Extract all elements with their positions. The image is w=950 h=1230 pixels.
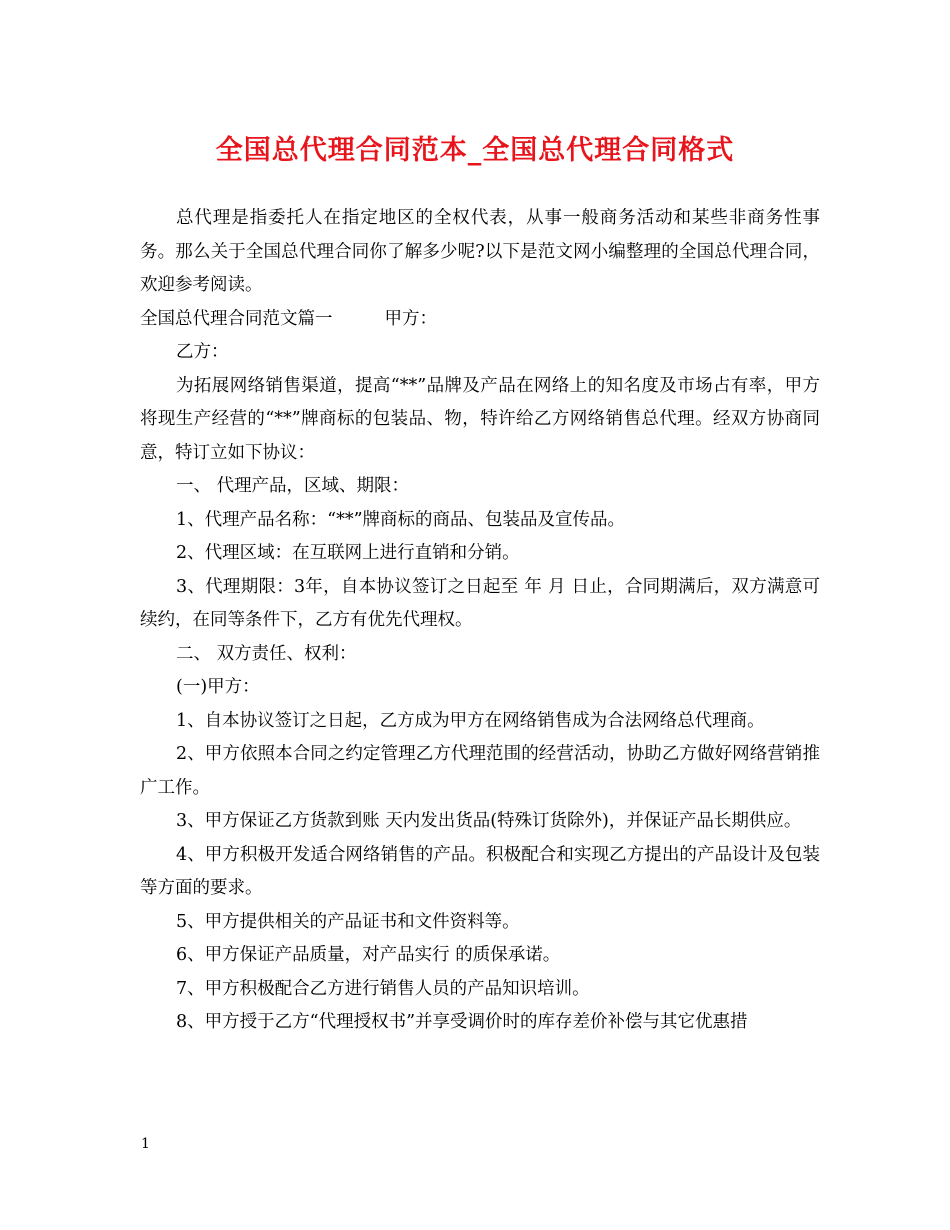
clause-a-7: 7、甲方积极配合乙方进行销售人员的产品知识培训。 (176, 978, 590, 999)
clause-a-2: 2、甲方依照本合同之约定管理乙方代理范围的经营活动，协助乙方做好网络营销推广工作。 (140, 744, 820, 798)
paragraph-purpose: 为拓展网络销售渠道，提高“**”品牌及产品在网络上的知名度及市场占有率，甲方将现生产经营的“**”牌商标的包装品、物，特许给乙方网络销售总代理。经双方协商同意，特订立如下协议： (140, 375, 820, 463)
clause-a-5: 5、甲方提供相关的产品证书和文件资料等。 (176, 911, 520, 932)
party-a-label: 甲方： (384, 308, 437, 329)
clause-a-1: 1、自本协议签订之日起，乙方成为甲方在网络销售成为合法网络总代理商。 (176, 710, 765, 731)
paragraph-party-b: 乙方： (176, 342, 229, 362)
page-number: 1 (141, 1136, 150, 1152)
clause-product-name: 1、代理产品名称：“**”牌商标的商品、包装品及宣传品。 (176, 509, 626, 530)
heading-section-one: 一、 代理产品，区域、期限： (176, 476, 410, 496)
clause-term: 3、代理期限：3年，自本协议签订之日起至 年 月 日止，合同期满后，双方满意可续约，在同等条件下，乙方有优先代理权。 (140, 576, 820, 630)
clause-a-4: 4、甲方积极开发适合网络销售的产品。积极配合和实现乙方提出的产品设计及包装等方面的要求。 (140, 844, 820, 898)
document-title: 全国总代理合同范本_全国总代理合同格式 (215, 135, 735, 166)
clause-a-8: 8、甲方授于乙方“代理授权书”并享受调价时的库存差价补偿与其它优惠措 (176, 1012, 748, 1032)
clause-a-3: 3、甲方保证乙方货款到账 天内发出货品(特殊订货除外)，并保证产品长期供应。 (176, 811, 802, 831)
clause-a-6: 6、甲方保证产品质量，对产品实行 的质保承诺。 (176, 945, 561, 965)
document-body (140, 202, 820, 1040)
section-heading-text: 全国总代理合同范文篇一 (140, 308, 333, 329)
heading-party-a: (一)甲方： (176, 677, 260, 697)
paragraph-intro: 总代理是指委托人在指定地区的全权代表，从事一般商务活动和某些非商务性事务。那么关于全国总代理合同你了解多少呢?以下是范文网小编整理的全国总代理合同，欢迎参考阅读。 (140, 208, 820, 295)
heading-section-two: 二、 双方责任、权利： (176, 643, 357, 664)
paragraph-section-heading (140, 303, 820, 337)
clause-region: 2、代理区域：在互联网上进行直销和分销。 (176, 543, 520, 563)
